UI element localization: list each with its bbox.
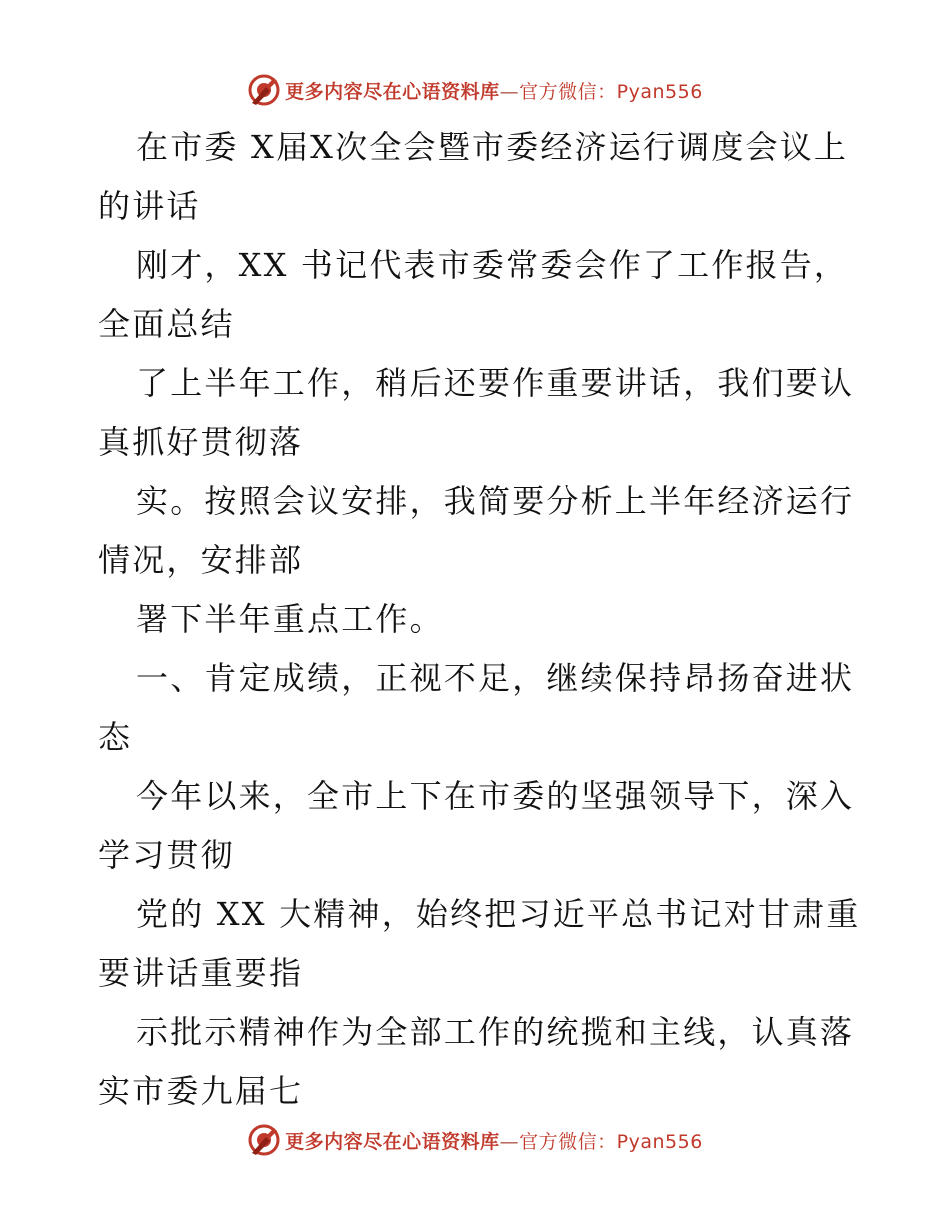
header-banner bbox=[0, 70, 950, 110]
paragraph: 实。按照会议安排，我简要分析上半年经济运行情况，安排部 bbox=[98, 482, 855, 579]
header-banner-wechat: 官方微信：Pyan556 bbox=[519, 80, 703, 103]
paragraph: 今年以来，全市上下在市委的坚强领导下，深入学习贯彻 bbox=[98, 777, 855, 874]
paragraph: 了上半年工作，稍后还要作重要讲话，我们要认真抓好贯彻落 bbox=[98, 364, 855, 461]
paragraph: 署下半年重点工作。 bbox=[136, 600, 444, 638]
footer-banner-text bbox=[285, 1127, 703, 1154]
document-body bbox=[98, 118, 878, 1121]
header-banner-title: 更多内容尽在心语资料库 bbox=[285, 80, 500, 103]
document-title: 在市委 X届X次全会暨市委经济运行调度会议上的讲话 bbox=[98, 128, 849, 225]
footer-banner bbox=[0, 1120, 950, 1160]
header-banner-separator: — bbox=[499, 80, 520, 103]
paragraph: 示批示精神作为全部工作的统揽和主线，认真落实市委九届七 bbox=[98, 1013, 855, 1110]
footer-banner-separator: — bbox=[499, 1130, 520, 1153]
pen-logo-icon bbox=[247, 73, 281, 107]
paragraph: 刚才，XX 书记代表市委常委会作了工作报告，全面总结 bbox=[98, 246, 849, 343]
section-heading: 一、肯定成绩，正视不足，继续保持昂扬奋进状态 bbox=[98, 659, 855, 756]
header-banner-text bbox=[285, 77, 703, 104]
footer-banner-wechat: 官方微信：Pyan556 bbox=[519, 1130, 703, 1153]
paragraph: 党的 XX 大精神，始终把习近平总书记对甘肃重要讲话重要指 bbox=[98, 895, 861, 992]
footer-banner-title: 更多内容尽在心语资料库 bbox=[285, 1130, 500, 1153]
pen-logo-icon bbox=[247, 1123, 281, 1157]
